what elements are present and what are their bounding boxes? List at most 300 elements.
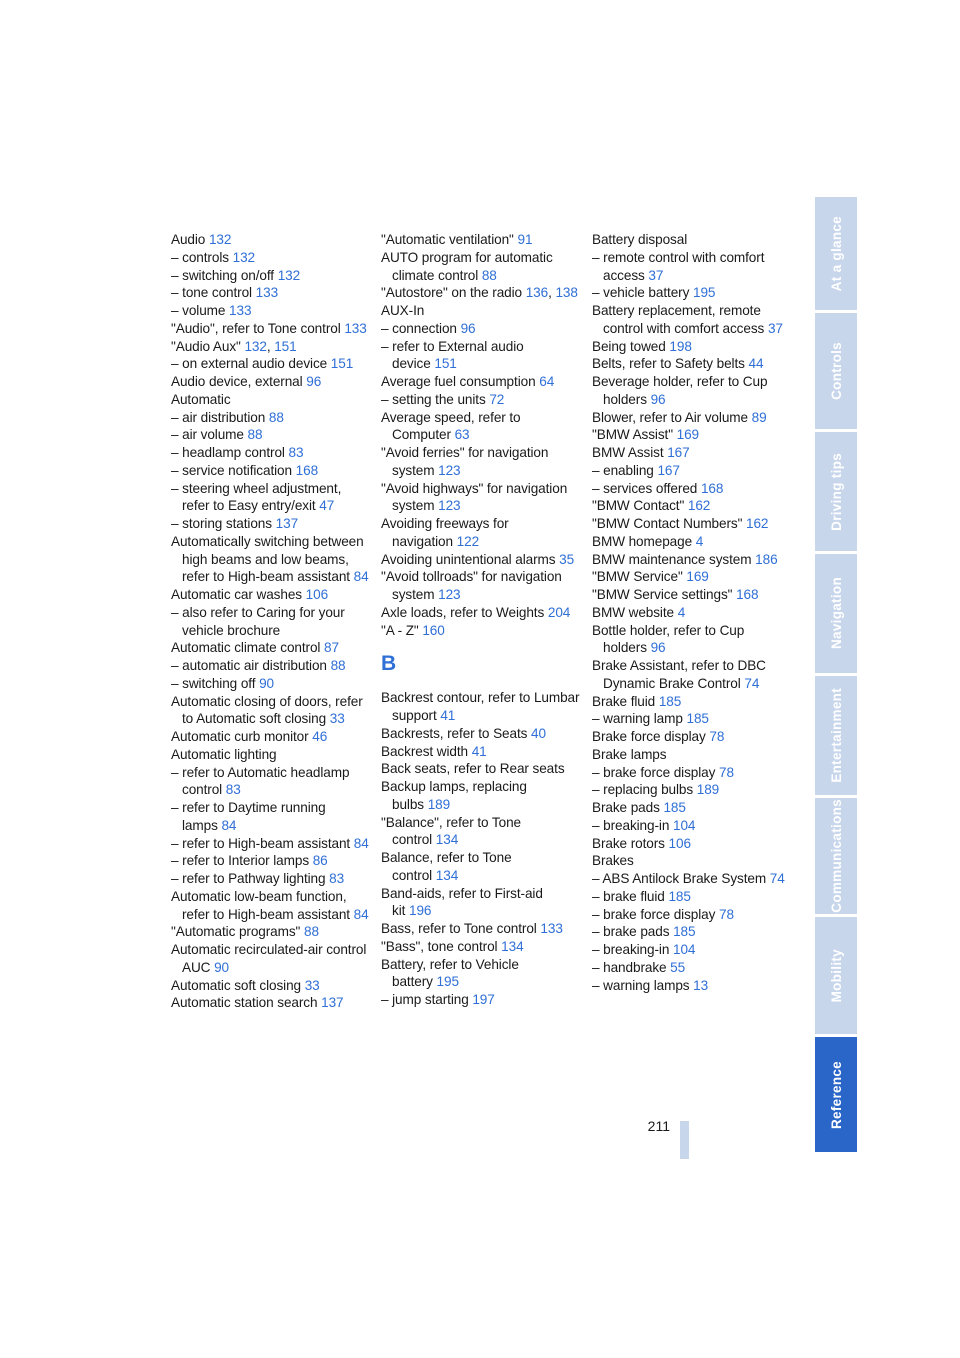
page-link[interactable]: 37 [767,320,783,336]
index-entry [171,835,371,853]
page-link[interactable]: 133 [255,285,279,301]
page-link[interactable]: 33 [329,711,345,727]
index-entry [171,444,371,462]
index-column-3 [592,231,792,994]
index-entry [592,231,792,249]
index-entry [592,941,792,959]
index-term: Brake force display [592,729,706,744]
index-term: BMW homepage [592,533,693,549]
page-link[interactable]: 78 [719,906,734,922]
page-link[interactable]: 204 [547,604,571,620]
index-entry [381,991,581,1009]
page-link[interactable]: 106 [668,835,691,851]
page-link[interactable]: 185 [668,888,691,904]
page-link[interactable]: 185 [658,693,682,709]
index-entry [592,586,792,604]
index-term: – jump starting [381,992,469,1007]
index-term: – switching off [171,675,256,691]
page-link[interactable]: 132 [232,249,256,265]
page-link[interactable]: 185 [663,800,686,815]
index-entry [381,249,581,285]
index-term: Brake pads [592,800,660,815]
index-entry [592,409,792,427]
index-term: – services offered [592,480,698,496]
page-link[interactable]: 13 [693,977,709,993]
index-entry [592,746,792,764]
index-entry [381,849,581,885]
index-entry [171,249,371,267]
index-term: Automatic low-beam function, refer to High-beam assistant [171,888,350,922]
index-term: – storing stations [171,516,272,531]
page-link[interactable]: 37 [648,267,664,283]
page-link[interactable]: 35 [559,551,575,567]
page-link[interactable]: 137 [275,516,299,531]
page-link[interactable]: 41 [471,743,487,759]
index-entry [381,778,581,814]
index-term: – refer to Interior lamps [171,853,310,869]
index-column-2 [381,231,581,1009]
index-entry [171,391,371,409]
index-term: BMW website [592,604,674,620]
index-term: – air volume [171,427,244,443]
index-term: – enabling [592,462,654,478]
page-link[interactable]: 195 [436,974,459,990]
index-entry [592,906,792,924]
page-link[interactable]: 123 [438,462,461,478]
index-entry [171,994,371,1012]
index-entry [171,533,371,586]
index-entry [592,923,792,941]
index-entry [171,409,371,427]
chapter-sidebar [815,197,857,1160]
index-entry [592,355,792,373]
index-term: – also refer to Caring for your vehicle brochure [171,604,345,638]
index-term: Back seats, refer to Rear seats [381,761,565,777]
index-term: Being towed [592,338,666,354]
index-term: Automatically switching between high beams and low beams, refer to High-beam assistant [171,533,364,585]
index-entry [592,515,792,533]
index-entry [381,743,581,761]
index-entry [171,586,371,604]
page-marker [680,1121,689,1159]
index-term: "BMW Service" [592,569,683,585]
index-term: – air distribution [171,409,266,425]
page-link[interactable]: 168 [736,587,759,602]
page-link[interactable]: 86 [312,853,328,869]
page-link[interactable]: 84 [221,817,237,833]
index-entry [592,284,792,302]
index-entry [171,941,371,977]
page-link[interactable]: 96 [650,391,666,407]
index-entry [592,817,792,835]
index-entry [171,746,371,764]
page-link[interactable]: 83 [225,782,241,798]
index-term: Axle loads, refer to Weights [381,604,545,620]
index-term: Battery replacement, remote control with comfort access [592,303,765,336]
index-entry [381,320,581,338]
index-entry [171,888,371,924]
index-entry [381,689,581,725]
index-term: "BMW Service settings" [592,587,733,602]
index-entry [381,725,581,743]
page-link[interactable]: 133 [344,320,367,336]
index-term: Backrest contour, refer to Lumbar support [381,690,580,723]
page-link[interactable]: 4 [677,604,686,620]
index-term: – switching on/off [171,267,274,283]
page-link[interactable]: , 151 [267,339,297,354]
index-term: Backup lamps, replacing bulbs [381,779,527,812]
index-entry [381,814,581,850]
index-entry [381,920,581,938]
sidebar-tab-label: Entertainment [828,688,844,783]
index-entry [171,923,371,941]
page-link[interactable]: 151 [330,356,354,372]
index-entry [381,231,581,249]
index-entry [592,249,792,285]
page-link[interactable]: 55 [670,959,686,975]
index-term: – warning lamp [592,711,683,727]
page-link[interactable]: 40 [531,725,546,741]
index-term: "Automatic ventilation" [381,232,514,247]
page-link[interactable]: 134 [501,938,524,954]
index-term: "BMW Contact Numbers" [592,516,743,531]
index-term: – brake force display [592,906,716,922]
index-entry [381,391,581,409]
index-entry [171,302,371,320]
page-link[interactable]: 186 [755,551,778,567]
page-link[interactable]: 78 [719,764,734,780]
page-link[interactable]: 63 [454,427,470,443]
index-term: Blower, refer to Air volume [592,409,748,425]
index-term: "Bass", tone control [381,938,498,954]
sidebar-tab-reference[interactable] [815,1037,857,1152]
page-link[interactable]: 78 [709,729,725,744]
index-entry [381,373,581,391]
index-term: "A - Z" [381,622,419,638]
index-entry [171,639,371,657]
sidebar-tab-controls[interactable] [815,313,857,429]
index-entry [592,870,792,888]
page-link[interactable]: 195 [692,285,716,301]
index-term: "Automatic programs" [171,924,301,940]
index-term: Backrests, refer to Seats [381,725,528,741]
index-term: Automatic car washes [171,587,302,602]
index-term: Bass, refer to Tone control [381,921,537,936]
index-entry [592,657,792,693]
index-entry [171,870,371,888]
index-entry [381,551,581,569]
sidebar-tab-entertainment[interactable] [815,676,857,795]
page-link[interactable]: 33 [304,977,320,993]
page-link[interactable]: 74 [744,675,760,691]
index-entry [592,338,792,356]
index-term: Avoiding freeways for navigation [381,516,509,549]
page-link[interactable]: 162 [687,498,711,514]
page-link[interactable]: 84 [353,569,369,585]
index-entry [592,728,792,746]
page-link[interactable]: 4 [695,533,704,549]
sidebar-tab-label: At a glance [828,215,844,292]
index-term: – volume [171,303,226,318]
sidebar-tab-driving-tips[interactable] [815,432,857,551]
index-entry [381,622,581,640]
index-term: Bottle holder, refer to Cup holders [592,622,745,656]
page-link[interactable]: 87 [324,640,339,656]
section-letter: B [381,652,397,676]
index-term: – ABS Antilock Brake System [592,871,767,886]
index-term: "Avoid highways" for navigation system [381,480,568,514]
page-link[interactable]: 44 [748,356,764,372]
page-link[interactable]: 160 [422,622,445,638]
index-entry [592,426,792,444]
index-term: Automatic [171,391,231,407]
index-entry [381,302,581,320]
index-entry [171,480,371,516]
page-link[interactable]: 168 [700,480,724,496]
page-link[interactable]: 122 [456,533,480,549]
index-term: Balance, refer to Tone control [381,850,512,883]
index-entry [592,977,792,995]
index-term: Automatic recirculated-air control AUC [171,942,367,975]
index-entry [381,444,581,480]
index-entry [381,760,581,778]
index-term: "Autostore" on the radio [381,285,523,301]
index-term: – service notification [171,462,292,478]
page-link[interactable]: 64 [539,374,555,389]
index-term: AUTO program for automatic climate control [381,249,553,283]
index-term: Automatic climate control [171,640,321,656]
index-entry [171,355,371,373]
index-column-1 [171,231,371,1012]
sidebar-tab-navigation[interactable] [815,554,857,673]
index-term: – automatic air distribution [171,658,327,673]
index-term: Beverage holder, refer to Cup holders [592,374,768,407]
index-entry [171,604,371,640]
page-link[interactable]: 74 [769,871,785,886]
index-term: "Avoid ferries" for navigation system [381,445,549,478]
index-term: – remote control with comfort access [592,249,765,283]
index-term: – brake force display [592,764,716,780]
index-entry [171,373,371,391]
page-link[interactable]: 88 [481,267,497,283]
page-link[interactable]: 90 [214,959,230,975]
page-link[interactable]: 72 [489,391,505,407]
page-link[interactable]: 197 [472,992,495,1007]
index-entry [592,568,792,586]
page-link[interactable]: 89 [751,409,767,425]
index-entry [171,320,371,338]
page-link[interactable]: 106 [305,587,329,602]
index-term: – brake pads [592,924,670,940]
index-entry [171,426,371,444]
index-entry [381,284,581,302]
index-term: Battery, refer to Vehicle battery [381,956,519,990]
index-term: "Audio", refer to Tone control [171,320,341,336]
index-term: AUX-In [381,303,425,318]
page-link[interactable]: 132 [244,338,267,354]
index-entry [171,515,371,533]
index-entry [171,267,371,285]
index-entry [592,852,792,870]
index-term: Band-aids, refer to First-aid kit [381,885,543,919]
index-term: Belts, refer to Safety belts [592,356,745,372]
index-term: – on external audio device [171,356,328,372]
index-term: "Audio Aux" [171,338,241,354]
index-term: Battery disposal [592,232,688,247]
sidebar-tab-mobility[interactable] [815,917,857,1034]
page-link[interactable]: 83 [288,445,304,460]
index-term: Automatic curb monitor [171,729,309,744]
index-term: BMW Assist [592,445,664,460]
page-link[interactable]: 41 [440,708,456,723]
index-term: Average fuel consumption [381,374,536,389]
page-link[interactable]: 189 [696,782,720,798]
index-term: Automatic closing of doors, refer to Automatic soft closing [171,693,363,727]
page-link[interactable]: 137 [321,995,344,1011]
index-entry [381,604,581,622]
page-link[interactable]: 162 [746,516,769,531]
sidebar-tab-communications[interactable] [815,798,857,914]
index-entry [592,764,792,782]
sidebar-tab-label: Controls [828,342,844,400]
index-term: "BMW Contact" [592,498,685,514]
sidebar-tab-at-a-glance[interactable] [815,197,857,310]
index-term: "Avoid tollroads" for navigation system [381,569,562,602]
index-term: – refer to Daytime running lamps [171,800,326,833]
index-term: Audio device, external [171,374,303,389]
index-entry [381,515,581,551]
index-term: – brake fluid [592,888,665,904]
index-entry [381,568,581,604]
sidebar-tab-label: Reference [828,1060,844,1129]
page-link[interactable]: 167 [667,445,690,460]
index-entry [592,959,792,977]
index-term: "Balance", refer to Tone control [381,814,522,848]
sidebar-tab-label: Navigation [828,577,844,650]
page-link[interactable]: 189 [427,796,451,812]
index-entry [592,373,792,409]
page-link[interactable]: 151 [434,356,457,372]
index-entry [171,231,371,249]
index-entry [592,799,792,817]
index-entry [592,302,792,338]
page-link[interactable]: 88 [268,409,284,425]
index-entry [171,728,371,746]
index-term: BMW maintenance system [592,551,752,567]
index-entry [381,938,581,956]
page-link[interactable]: 104 [672,817,696,833]
page-link[interactable]: 83 [329,871,345,886]
index-entry [171,284,371,302]
page-link[interactable]: 132 [208,232,232,247]
index-term: – connection [381,320,457,336]
page-link[interactable]: 167 [657,462,680,478]
page-link[interactable]: 185 [686,711,709,727]
index-entry [171,338,371,356]
index-term: Audio [171,232,206,247]
index-term: Brakes [592,853,634,869]
page-link[interactable]: 134 [435,832,459,848]
index-entry [592,693,792,711]
index-entry [381,480,581,516]
page-link[interactable]: 185 [673,924,696,940]
index-entry [381,338,581,374]
sidebar-tab-label: Communications [828,799,844,913]
page-link[interactable]: 196 [408,903,432,919]
page-link[interactable]: 198 [669,338,692,354]
page-link[interactable]: 88 [303,924,319,940]
index-entry [592,480,792,498]
index-entry [592,533,792,551]
index-term: – steering wheel adjustment, refer to Easy entry/exit [171,480,342,514]
index-term: – tone control [171,285,252,301]
index-term: Average speed, refer to Computer [381,409,521,443]
page-link[interactable]: 123 [438,498,461,514]
index-term: – refer to Automatic headlamp control [171,764,350,798]
page-link[interactable]: 133 [229,303,252,318]
page-link[interactable]: 104 [672,942,696,957]
index-entry [171,977,371,995]
page-link[interactable]: 88 [330,658,346,673]
index-term: – refer to Pathway lighting [171,871,326,886]
page-link[interactable]: 169 [686,569,709,585]
index-entry [592,888,792,906]
index-term: – controls [171,249,229,265]
page-link[interactable]: 91 [517,232,533,247]
index-entry [592,462,792,480]
index-term: – refer to External audio device [381,338,524,372]
index-entry [592,622,792,658]
page-link[interactable]: 96 [650,640,666,656]
index-entry [592,444,792,462]
index-term: Brake Assistant, refer to DBC Dynamic Brake Control [592,658,766,691]
index-term: Brake rotors [592,835,665,851]
page-link[interactable]: 84 [353,906,369,922]
page-link[interactable]: 169 [676,427,700,443]
index-entry [171,693,371,729]
index-term: Automatic station search [171,995,318,1011]
index-entry [592,497,792,515]
page-link[interactable]: 47 [319,498,335,514]
index-entry [592,781,792,799]
page-link[interactable]: , 138 [548,285,578,300]
page-link[interactable]: 96 [460,320,476,336]
page-link[interactable]: 46 [312,729,328,744]
page-link[interactable]: 90 [259,675,274,691]
index-entry [381,956,581,992]
index-entry [381,885,581,921]
index-entry [171,852,371,870]
page-number: 211 [647,1118,670,1134]
index-entry [592,551,792,569]
page-link[interactable]: 168 [295,462,319,478]
index-entry [171,657,371,675]
index-term: "BMW Assist" [592,427,673,443]
page-link[interactable]: 136 [525,285,549,301]
page-link[interactable]: 132 [277,267,301,283]
page-link[interactable]: 96 [306,374,322,389]
page-link[interactable]: 84 [353,835,369,851]
page-link[interactable]: 123 [438,587,461,602]
index-term: – vehicle battery [592,285,690,301]
index-entry [171,675,371,693]
index-term: Automatic soft closing [171,977,302,993]
page-link[interactable]: 133 [540,921,563,936]
page-link[interactable]: 88 [247,427,263,443]
index-entry [381,409,581,445]
page-link[interactable]: 134 [435,867,459,883]
index-term: – refer to High-beam assistant [171,835,351,851]
